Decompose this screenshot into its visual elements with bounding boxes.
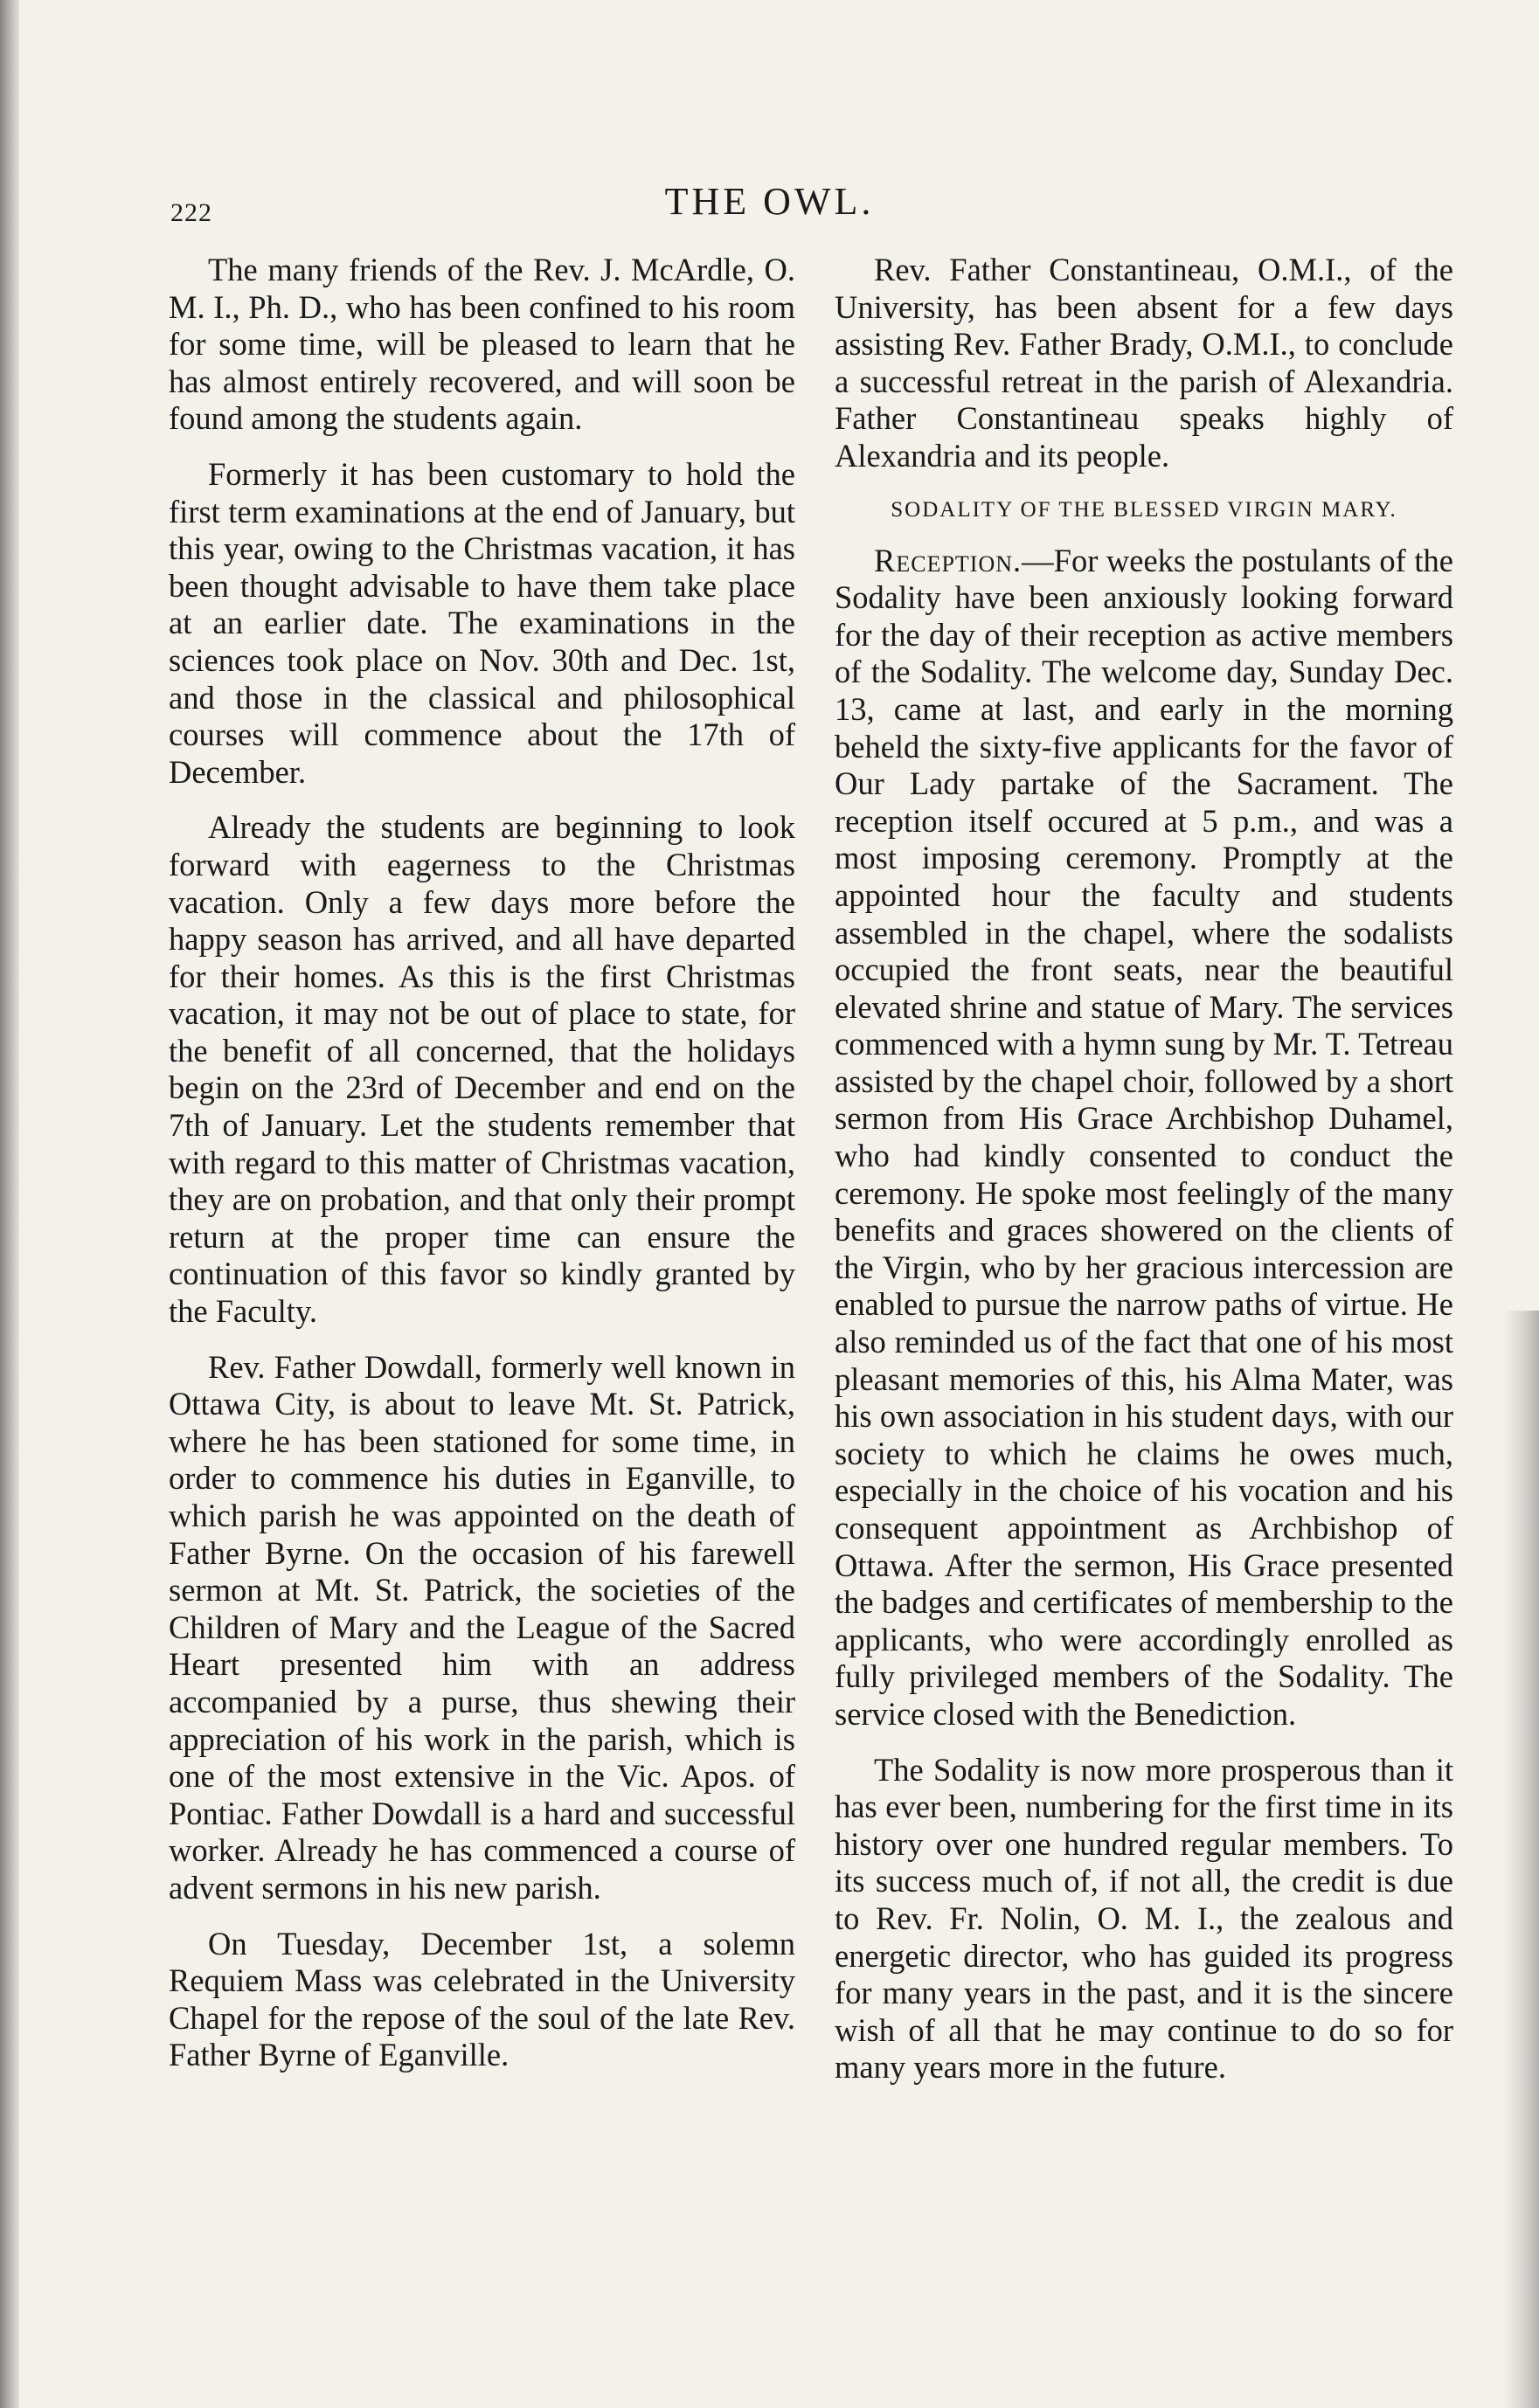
section-heading-sodality: SODALITY OF THE BLESSED VIRGIN MARY. xyxy=(891,497,1397,522)
reception-text: —For weeks the postulants of the Sodality have been anxiously looking forward for the day of their reception as active members of the Sodality. The welcome day, Sunday Dec. 13, came at last, and early in the morning beheld the sixty-five applicants for the favor of Our Lady partake of the Sacrament. The reception itself occured at 5 p.m., and was a most imposing ceremony. Promptly at the appointed hour the faculty and students assembled in the chapel, where the sodalists occupied the front seats, near the beautiful elevated shrine and statue of Mary. The services commenced with a hymn sung by Mr. T. Tetreau assisted by the chapel choir, followed by a short sermon from His Grace Archbishop Duhamel, who had kindly consented to conduct the ceremony. He spoke most feelingly of the many benefits and graces showered on the clients of the Virgin, who by her gracious intercession are enabled to pursue the narrow paths of virtue. He also reminded us of the fact that one of his most pleasant memories of this, his Alma Mater, was his own association in his student days, with our society to which he claims he owes much, especially in the choice of his vocation and his consequent appointment as Archbishop of Ottawa. After the sermon, His Grace presented the badges and certificates of membership to the applicants, who were accordingly enrolled as fully privileged members of the Sodality. The service closed with the Benediction. xyxy=(835,542,1453,1732)
page-right-edge-shadow xyxy=(1504,1311,1539,2408)
running-head: THE OWL. xyxy=(664,180,875,223)
paragraph-reception xyxy=(835,543,1453,1733)
paragraph-father-dowdall: Rev. Father Dowdall, formerly well known in Ottawa City, is about to leave Mt. St. Patrick, where he has been stationed for some time, in order to commence his duties in Eganville, to which parish he was appointed on the death of Father Byrne. On the occasion of his farewell sermon at Mt. St. Patrick, the societies of the Children of Mary and the League of the Sacred Heart presented him with an address accompanied by a purse, thus shewing their appreciation of his work in the parish, which is one of the most extensive in the Vic. Apos. of Pontiac. Father Dowdall is a hard and successful worker. Already he has commenced a course of advent sermons in his new parish. xyxy=(169,1348,795,1906)
right-column xyxy=(835,252,1453,2105)
left-column xyxy=(169,252,795,2093)
paragraph-mcardle-recovery: The many friends of the Rev. J. McArdle, O. M. I., Ph. D., who has been confined to his room for some time, will be pleased to learn that he has almost entirely recovered, and will soon be found among the students again. xyxy=(169,252,795,437)
paragraph-christmas-vacation: Already the students are beginning to look forward with eagerness to the Christmas vacation. Only a few days more before the happy season has arrived, and all have departed for their homes. As this is the first Christmas vacation, it may not be out of place to state, for the benefit of all concerned, that the holidays begin on the 23rd of December and end on the 7th of January. Let the students remember that with regard to this matter of Christmas vacation, they are on probation, and that only their prompt return at the proper time can ensure the continuation of this favor so kindly granted by the Faculty. xyxy=(169,809,795,1330)
paragraph-sodality-prosperous: The Sodality is now more prosperous than it has ever been, numbering for the first time in its history over one hundred regular members. To its success much of, if not all, the credit is due to Rev. Fr. Nolin, O. M. I., the zealous and energetic director, who has guided its progress for many years in the past, and it is the sincere wish of all that he may continue to do so for many years more in the future. xyxy=(835,1751,1453,2086)
page-number: 222 xyxy=(170,198,212,227)
paragraph-requiem-mass: On Tuesday, December 1st, a solemn Requiem Mass was celebrated in the University Chapel for the repose of the soul of the late Rev. Father Byrne of Eganville. xyxy=(169,1925,795,2073)
page-header xyxy=(0,179,1539,232)
page-left-edge-shadow xyxy=(0,0,19,2408)
paragraph-father-constantineau: Rev. Father Constantineau, O.M.I., of the University, has been absent for a few days assisting Rev. Father Brady, O.M.I., to conclude a successful retreat in the parish of Alexandria. Father Constantineau speaks highly of Alexandria and its people. xyxy=(835,252,1453,474)
reception-label: Reception. xyxy=(874,542,1023,578)
paragraph-examinations: Formerly it has been customary to hold the first term examinations at the end of January, but this year, owing to the Christmas vacation, it has been thought advisable to have them take place at an earlier date. The examinations in the sciences took place on Nov. 30th and Dec. 1st, and those in the classical and philosophical courses will commence about the 17th of December. xyxy=(169,455,795,790)
